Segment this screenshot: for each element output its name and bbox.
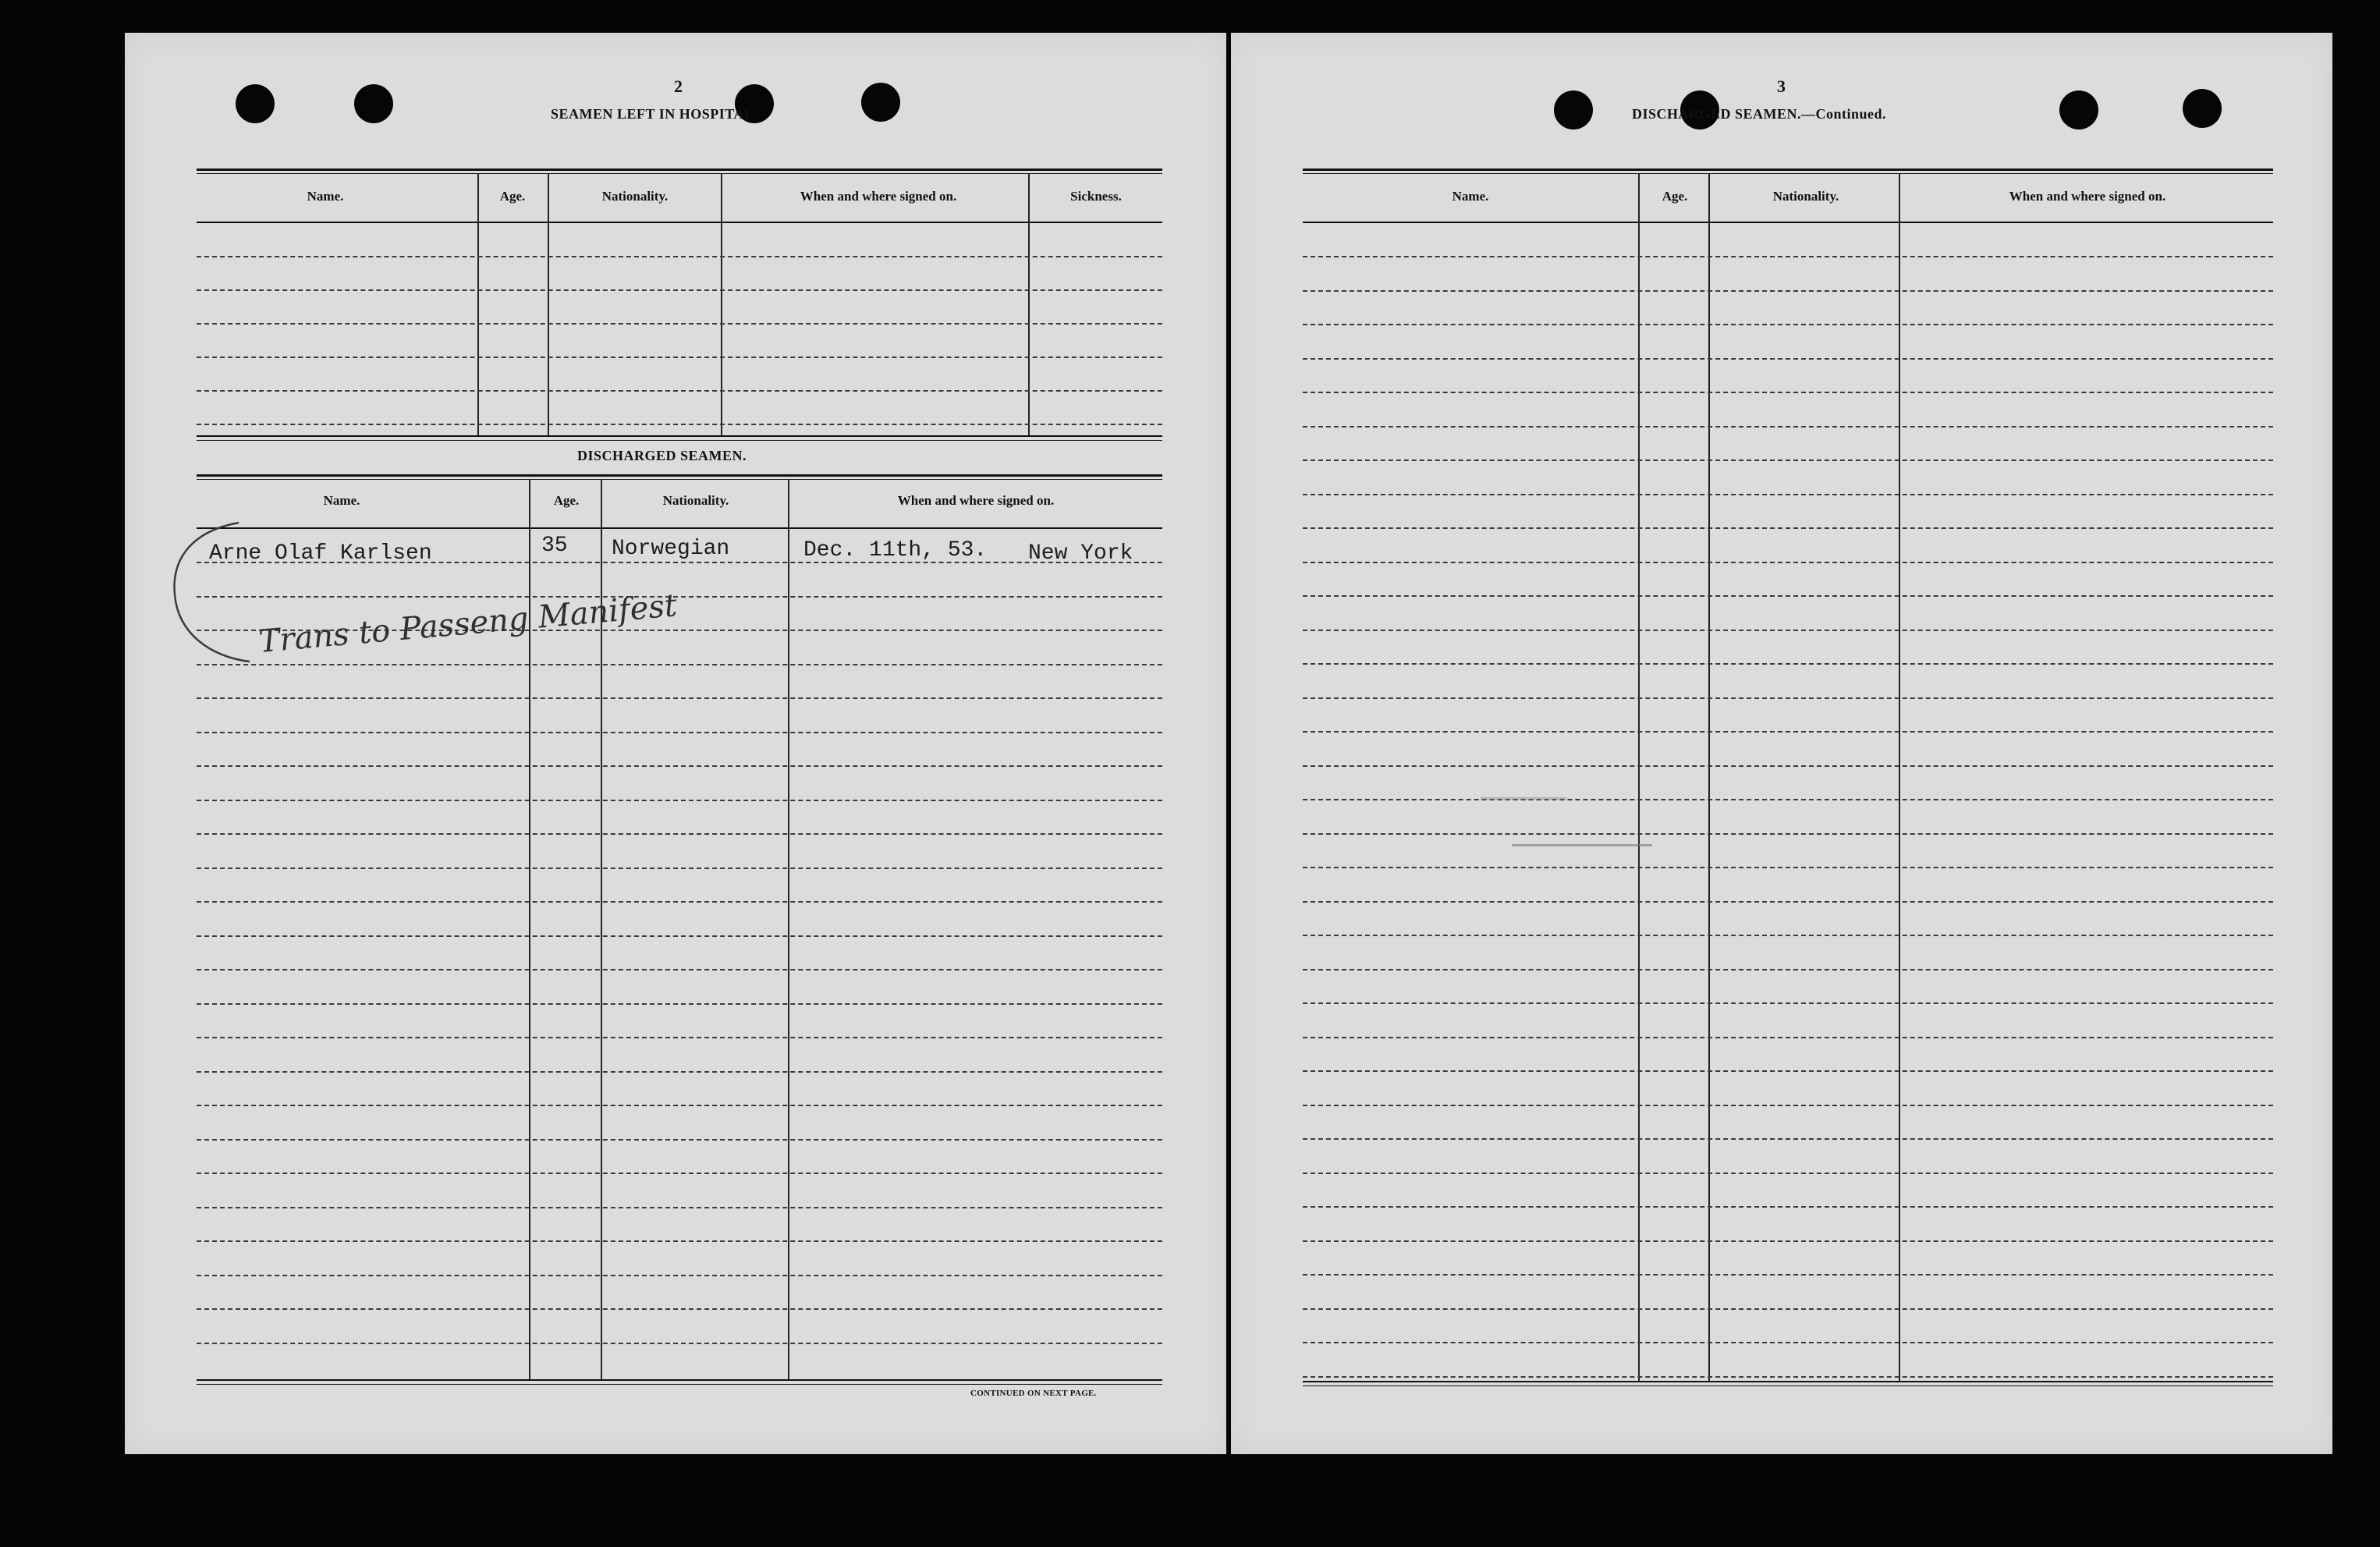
- column-divider: [721, 173, 722, 435]
- header-underline: [197, 222, 1162, 223]
- ruled-line: [1303, 256, 2273, 257]
- seaman-name: Arne Olaf Karlsen: [209, 541, 432, 566]
- ruled-line: [197, 1003, 1162, 1005]
- ruled-line: [197, 697, 1162, 699]
- ruled-line: [1303, 1002, 2273, 1004]
- column-divider: [1638, 173, 1640, 1381]
- column-header-sickness: Sickness.: [1070, 189, 1122, 204]
- column-header-signed-on: When and where signed on.: [2009, 189, 2166, 204]
- ruled-line: [1303, 1376, 2273, 1378]
- ruled-line: [1303, 663, 2273, 665]
- table-top-rule: [197, 173, 1162, 174]
- table-top-rule: [197, 169, 1162, 171]
- ruled-line: [197, 323, 1162, 325]
- table-top-rule: [1303, 169, 2273, 171]
- table-bottom-rule: [197, 1379, 1162, 1381]
- ruled-line: [197, 868, 1162, 869]
- ruled-line: [197, 969, 1162, 970]
- punch-hole: [861, 83, 900, 122]
- ruled-line: [197, 289, 1162, 291]
- page-number: 3: [1777, 76, 1786, 96]
- ruled-line: [197, 1308, 1162, 1310]
- column-header-nationality: Nationality.: [601, 189, 669, 204]
- ruled-line: [1303, 1105, 2273, 1106]
- punch-hole: [1554, 90, 1593, 130]
- punch-hole: [354, 84, 393, 123]
- ruled-line: [197, 901, 1162, 903]
- column-divider: [1708, 173, 1710, 1381]
- signed-on-date: Dec. 11th, 53.: [803, 538, 988, 562]
- handwritten-bracket: [164, 516, 257, 672]
- column-header-name: Name.: [1452, 189, 1489, 204]
- section-rule: [197, 440, 1162, 441]
- column-divider: [788, 479, 789, 1379]
- ruled-line: [197, 732, 1162, 733]
- ruled-line: [197, 1343, 1162, 1344]
- discharged-section-title: DISCHARGED SEAMEN.: [577, 448, 747, 463]
- seaman-age: 35: [541, 534, 568, 558]
- ruled-line: [1303, 630, 2273, 631]
- column-header-nationality: Nationality.: [1772, 189, 1839, 204]
- continued-footer: CONTINUED ON NEXT PAGE.: [970, 1389, 1097, 1398]
- ruled-line: [197, 1071, 1162, 1073]
- ruled-line: [197, 357, 1162, 358]
- column-header-signed-on: When and where signed on.: [800, 189, 957, 204]
- ruled-line: [1303, 1037, 2273, 1038]
- punch-hole: [2183, 89, 2222, 128]
- header-underline: [1303, 222, 2273, 223]
- ruled-line: [1303, 1138, 2273, 1140]
- table-top-rule: [197, 479, 1162, 480]
- ruled-line: [1303, 290, 2273, 292]
- column-divider: [1028, 173, 1030, 435]
- ruled-line: [197, 1139, 1162, 1141]
- ruled-line: [1303, 1240, 2273, 1242]
- ruled-line: [197, 424, 1162, 425]
- ruled-line: [1303, 1173, 2273, 1174]
- column-header-age: Age.: [1662, 189, 1688, 204]
- ruled-line: [1303, 799, 2273, 800]
- ruled-line: [1303, 969, 2273, 970]
- ruled-line: [1303, 1206, 2273, 1208]
- punch-hole: [2059, 90, 2098, 130]
- ruled-line: [197, 765, 1162, 767]
- ruled-line: [1303, 731, 2273, 733]
- ruled-line: [197, 800, 1162, 801]
- column-header-signed-on: When and where signed on.: [897, 493, 1055, 508]
- column-header-age: Age.: [553, 493, 580, 508]
- punch-hole: [236, 84, 275, 123]
- ruled-line: [1303, 765, 2273, 767]
- handwritten-note: Trans to Passeng Manifest: [257, 587, 679, 660]
- ruled-line: [1303, 867, 2273, 868]
- continued-section-title: DISCHARGED SEAMEN.—Continued.: [1632, 106, 1887, 122]
- section-rule: [197, 435, 1162, 437]
- ruled-line: [1303, 901, 2273, 903]
- column-header-age: Age.: [499, 189, 526, 204]
- ruled-line: [197, 256, 1162, 257]
- ruled-line: [197, 596, 1162, 598]
- ruled-line: [1303, 358, 2273, 360]
- ruled-line: [197, 1173, 1162, 1174]
- ruled-line: [1303, 426, 2273, 428]
- ruled-line: [197, 1275, 1162, 1276]
- ruled-line: [197, 1207, 1162, 1208]
- ruled-line: [1303, 1342, 2273, 1343]
- header-underline: [197, 527, 1162, 529]
- table-top-rule: [1303, 173, 2273, 174]
- ruled-line: [1303, 1274, 2273, 1276]
- column-header-name: Name.: [323, 493, 360, 508]
- ruled-line: [1303, 494, 2273, 495]
- column-header-nationality: Nationality.: [662, 493, 729, 508]
- ruled-line: [197, 935, 1162, 937]
- ruled-line: [1303, 459, 2273, 461]
- table-top-rule: [197, 474, 1162, 477]
- column-divider: [548, 173, 549, 435]
- hospital-section-title: SEAMEN LEFT IN HOSPITAL.: [551, 106, 758, 122]
- ruled-line: [197, 1105, 1162, 1106]
- table-bottom-rule: [197, 1384, 1162, 1385]
- column-header-name: Name.: [307, 189, 344, 204]
- ruled-line: [197, 664, 1162, 665]
- table-bottom-rule: [1303, 1381, 2273, 1382]
- right-page: [1231, 33, 2332, 1454]
- ruled-line: [197, 390, 1162, 392]
- ruled-line: [1303, 527, 2273, 529]
- ruled-line: [1303, 1070, 2273, 1072]
- seaman-nationality: Norwegian: [612, 537, 730, 561]
- column-divider: [477, 173, 479, 435]
- ruled-line: [1303, 324, 2273, 325]
- ruled-line: [197, 1037, 1162, 1038]
- smudge-mark: [1481, 797, 1566, 800]
- ruled-line: [1303, 935, 2273, 936]
- ruled-line: [197, 1240, 1162, 1242]
- page-number: 2: [674, 76, 683, 96]
- column-divider: [1899, 173, 1900, 1381]
- left-page: [125, 33, 1226, 1454]
- ruled-line: [197, 833, 1162, 835]
- ruled-line: [1303, 697, 2273, 699]
- ruled-line: [1303, 562, 2273, 563]
- ruled-line: [1303, 833, 2273, 835]
- ruled-line: [1303, 595, 2273, 597]
- smudge-mark: [1512, 844, 1652, 846]
- ruled-line: [1303, 392, 2273, 393]
- signed-on-place: New York: [1028, 541, 1133, 566]
- ruled-line: [1303, 1308, 2273, 1310]
